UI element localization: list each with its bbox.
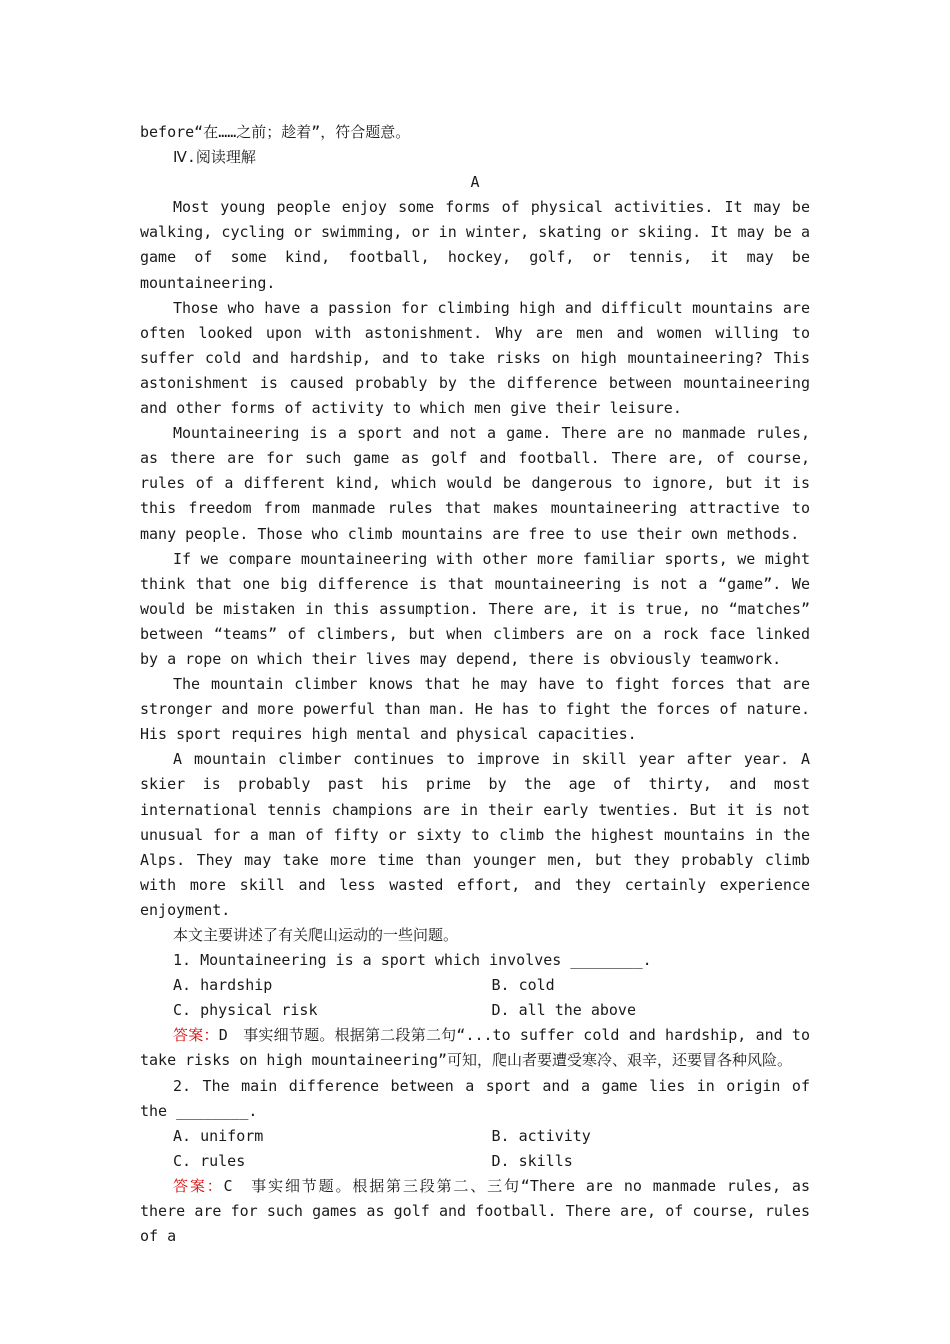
answer-explanation: [140, 1023, 810, 1073]
intro-line: before“在……之前；趁着”，符合题意。: [140, 123, 411, 141]
passage-summary: 本文主要讲述了有关爬山运动的一些问题。: [173, 926, 459, 944]
option-a: A. hardship: [173, 976, 273, 995]
options-row: [140, 973, 810, 998]
passage-paragraph-1: Most young people enjoy some forms of physical activities. It may be walking, cycling or swimming, or in winter, skating or skiing. It may be a game of some kind, football, hockey, golf, or tennis, it may be mountaineering.: [140, 198, 810, 292]
option-a: A. uniform: [173, 1126, 264, 1145]
option-b: B. activity: [491, 1126, 591, 1145]
options-row: [140, 998, 810, 1023]
answer-label: 答案：: [173, 1176, 224, 1195]
passage-paragraph-4: If we compare mountaineering with other more familiar sports, we might think that one big difference is that mountaineering is not a “game”. We would be mistaken in this assumption. There are, it is true, no “matches” between “teams” of climbers, but when climbers are on a rock face linked by a rope on which their lives may depend, there is obviously teamwork.: [140, 549, 810, 668]
section-heading: Ⅳ.阅读理解: [173, 148, 256, 167]
passage-paragraph-2: Those who have a passion for climbing high and difficult mountains are often looked upon with astonishment. Why are men and women willing to suffer cold and hardship, and to take risks on high mountaineering? This astonishment is caused probably by the difference between mountaineering and other forms of activity to which men give their leisure.: [140, 298, 810, 418]
passage-label: A: [470, 173, 480, 192]
option-c: C. physical risk: [173, 1001, 318, 1020]
question-2: [140, 1074, 810, 1250]
option-b: B. cold: [491, 976, 555, 995]
answer-text: C 事实细节题。根据第三段第二、三句“There are no manmade rules, as there are for such games as golf and football. There are, of course, rules of a: [140, 1176, 810, 1246]
passage-paragraph-3: Mountaineering is a sport and not a game. There are no manmade rules, as there are for such game as golf and football. There are, of course, rules of a different kind, which would be dangerous to ignore, but it is this freedom from manmade rules that makes mountaineering attractive to many people. Those who climb mountains are free to use their own methods.: [140, 424, 810, 543]
answer-label: 答案：: [173, 1026, 219, 1045]
passage-paragraph-6: A mountain climber continues to improve in skill year after year. A skier is probably past his prime by the age of thirty, and most international tennis champions are in their early twenties. But it is not unusual for a man of fifty or sixty to climb the highest mountains in the Alps. They may take more time than younger men, but they probably climb with more skill and less wasted effort, and they certainly experience enjoyment.: [140, 750, 810, 919]
option-d: D. skills: [491, 1151, 573, 1170]
options-row: [140, 1149, 810, 1174]
options-row: [140, 1124, 810, 1149]
answer-explanation: [140, 1174, 810, 1249]
question-stem: 2. The main difference between a sport and a game lies in origin of the ________.: [140, 1076, 810, 1120]
answer-text: D 事实细节题。根据第二段第二句“...to suffer cold and hardship, and to take risks on high mountaineering”可知，爬山者要遭受寒冷、艰辛，还要冒各种风险。: [140, 1026, 810, 1070]
passage-paragraph-5: The mountain climber knows that he may have to fight forces that are stronger and more powerful than man. He has to fight the forces of nature. His sport requires high mental and physical capacities.: [140, 675, 810, 744]
question-stem: 1. Mountaineering is a sport which involves ________.: [173, 951, 652, 970]
document-page: [140, 120, 810, 1249]
option-c: C. rules: [173, 1151, 246, 1170]
option-d: D. all the above: [491, 1001, 636, 1020]
question-1: [140, 948, 810, 1073]
